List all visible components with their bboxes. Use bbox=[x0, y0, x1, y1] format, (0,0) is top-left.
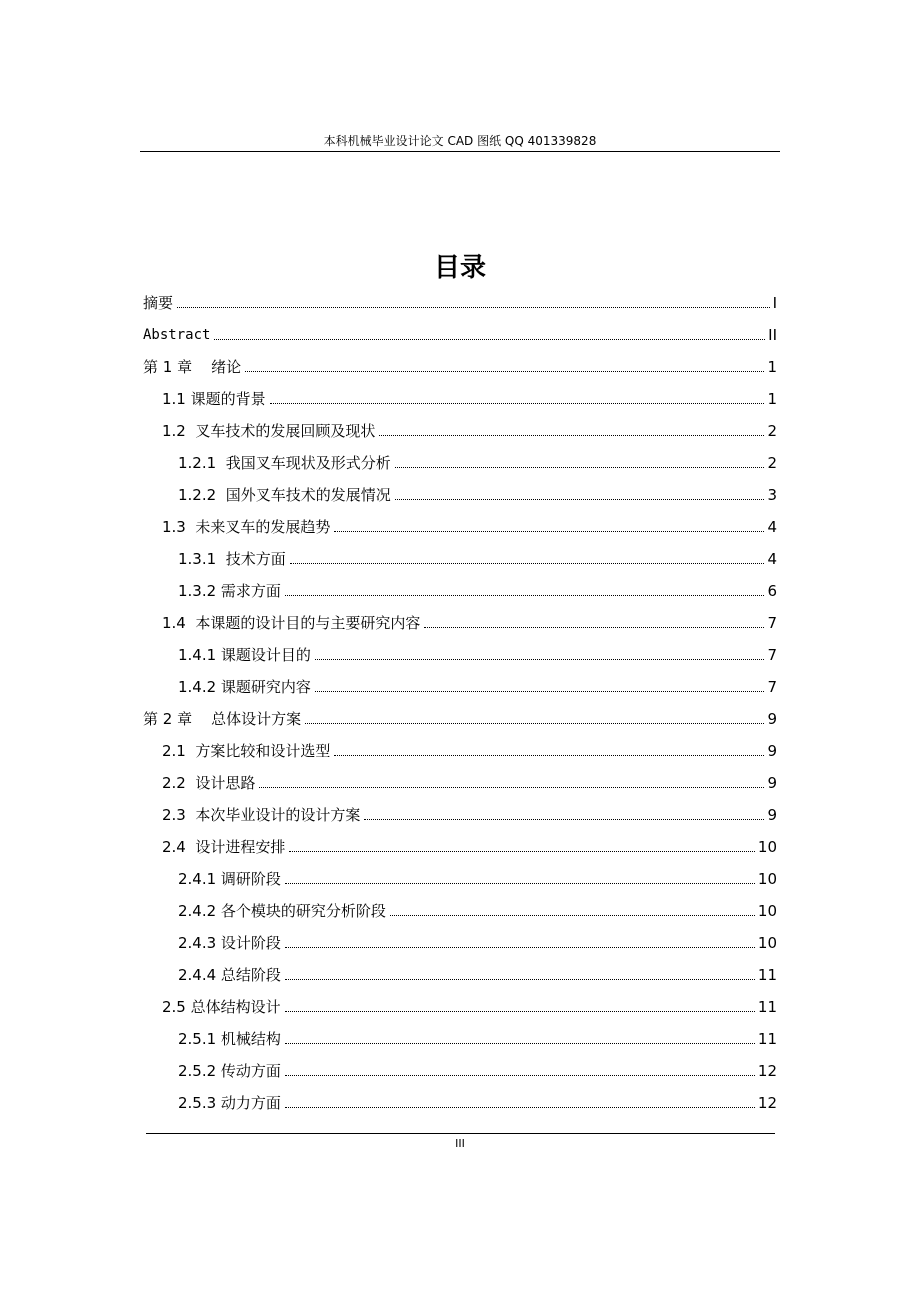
dot-leader bbox=[285, 978, 755, 980]
toc-entry-label: 1.4.2 课题研究内容 bbox=[178, 678, 311, 696]
toc-entry-page: 10 bbox=[757, 902, 777, 920]
toc-entry-page: 7 bbox=[767, 646, 777, 664]
toc-entry-label: 第 2 章 总体设计方案 bbox=[143, 710, 302, 728]
toc-entry-page: 10 bbox=[757, 838, 777, 856]
footer-rule bbox=[146, 1133, 775, 1134]
toc-entry-2-3[interactable] bbox=[162, 799, 777, 825]
dot-leader bbox=[315, 658, 765, 660]
toc-entry-label: 1.2.1 我国叉车现状及形式分析 bbox=[178, 454, 391, 472]
toc-entry-page: 11 bbox=[757, 1030, 777, 1048]
dot-leader bbox=[214, 338, 765, 340]
dot-leader bbox=[289, 850, 755, 852]
toc-entry-label: 1.2.2 国外叉车技术的发展情况 bbox=[178, 486, 391, 504]
toc-entry-page: 11 bbox=[757, 998, 777, 1016]
page-number: III bbox=[455, 1137, 465, 1150]
toc-entry-2-4-4[interactable] bbox=[178, 959, 777, 985]
toc-entry-page: 4 bbox=[767, 550, 777, 568]
toc-entry-2-5-2[interactable] bbox=[178, 1055, 777, 1081]
toc-entry-label: 2.4.3 设计阶段 bbox=[178, 934, 281, 952]
toc-entry-label: 1.4 本课题的设计目的与主要研究内容 bbox=[162, 614, 421, 632]
toc-entry-label: 2.4.1 调研阶段 bbox=[178, 870, 281, 888]
toc-entry-2-5-1[interactable] bbox=[178, 1023, 777, 1049]
toc-entry-page: 11 bbox=[757, 966, 777, 984]
toc-entry-chapter-2[interactable] bbox=[143, 703, 777, 729]
dot-leader bbox=[390, 914, 755, 916]
toc-entry-page: 1 bbox=[767, 358, 777, 376]
dot-leader bbox=[395, 498, 765, 500]
dot-leader bbox=[305, 722, 764, 724]
dot-leader bbox=[379, 434, 764, 436]
dot-leader bbox=[285, 1074, 755, 1076]
toc-entry-2-5[interactable] bbox=[162, 991, 777, 1017]
toc-entry-label: 1.3.1 技术方面 bbox=[178, 550, 286, 568]
dot-leader bbox=[315, 690, 765, 692]
dot-leader bbox=[424, 626, 764, 628]
toc-entry-chapter-1[interactable] bbox=[143, 351, 777, 377]
toc-entry-page: II bbox=[768, 326, 777, 344]
toc-entry-label: 第 1 章 绪论 bbox=[143, 358, 242, 376]
dot-leader bbox=[285, 882, 755, 884]
dot-leader bbox=[270, 402, 765, 404]
toc-entry-1-3[interactable] bbox=[162, 511, 777, 537]
toc-entry-page: 12 bbox=[757, 1062, 777, 1080]
toc-entry-1-4-1[interactable] bbox=[178, 639, 777, 665]
toc-entry-label: 2.4.2 各个模块的研究分析阶段 bbox=[178, 902, 386, 920]
toc-entry-1-2-2[interactable] bbox=[178, 479, 777, 505]
toc-entry-label: 2.2 设计思路 bbox=[162, 774, 256, 792]
dot-leader bbox=[177, 306, 770, 308]
toc-entry-page: 1 bbox=[767, 390, 777, 408]
toc-entry-1-2[interactable] bbox=[162, 415, 777, 441]
toc-entry-page: 4 bbox=[767, 518, 777, 536]
toc-entry-1-3-2[interactable] bbox=[178, 575, 777, 601]
toc-entry-label: 2.4.4 总结阶段 bbox=[178, 966, 281, 984]
toc-entry-page: 9 bbox=[767, 742, 777, 760]
toc-entry-label: 1.4.1 课题设计目的 bbox=[178, 646, 311, 664]
toc-entry-page: 10 bbox=[757, 934, 777, 952]
toc-entry-page: I bbox=[772, 294, 777, 312]
toc-entry-page: 9 bbox=[767, 710, 777, 728]
toc-entry-page: 9 bbox=[767, 774, 777, 792]
toc-entry-label: 2.5.1 机械结构 bbox=[178, 1030, 281, 1048]
toc-entry-2-4-3[interactable] bbox=[178, 927, 777, 953]
toc-entry-1-4-2[interactable] bbox=[178, 671, 777, 697]
toc-entry-label: Abstract bbox=[143, 327, 211, 343]
toc-entry-page: 12 bbox=[757, 1094, 777, 1112]
toc-entry-label: 摘要 bbox=[143, 294, 174, 312]
toc-entry-page: 2 bbox=[767, 422, 777, 440]
page-header: 本科机械毕业设计论文 CAD 图纸 QQ 401339828 bbox=[323, 134, 597, 148]
toc-entry-page: 9 bbox=[767, 806, 777, 824]
toc-entry-label: 1.3 未来叉车的发展趋势 bbox=[162, 518, 331, 536]
toc-entry-label: 1.1 课题的背景 bbox=[162, 390, 266, 408]
dot-leader bbox=[285, 946, 755, 948]
toc-entry-1-2-1[interactable] bbox=[178, 447, 777, 473]
toc-entry-page: 10 bbox=[757, 870, 777, 888]
toc-entry-abstract-en[interactable] bbox=[143, 319, 777, 345]
toc-entry-1-3-1[interactable] bbox=[178, 543, 777, 569]
toc-entry-label: 2.4 设计进程安排 bbox=[162, 838, 286, 856]
dot-leader bbox=[285, 1042, 755, 1044]
toc-entry-1-4[interactable] bbox=[162, 607, 777, 633]
toc-entry-page: 7 bbox=[767, 678, 777, 696]
toc-entry-label: 2.5 总体结构设计 bbox=[162, 998, 281, 1016]
header-rule bbox=[140, 151, 780, 152]
dot-leader bbox=[290, 562, 765, 564]
toc-entry-2-4[interactable] bbox=[162, 831, 777, 857]
toc-entry-2-2[interactable] bbox=[162, 767, 777, 793]
toc-entry-label: 2.5.3 动力方面 bbox=[178, 1094, 281, 1112]
toc-entry-label: 2.1 方案比较和设计选型 bbox=[162, 742, 331, 760]
toc-entry-page: 3 bbox=[767, 486, 777, 504]
dot-leader bbox=[395, 466, 765, 468]
toc-title: 目录 bbox=[433, 253, 486, 283]
toc-entry-label: 2.3 本次毕业设计的设计方案 bbox=[162, 806, 361, 824]
dot-leader bbox=[364, 818, 764, 820]
toc-entry-2-1[interactable] bbox=[162, 735, 777, 761]
toc-entry-1-1[interactable] bbox=[162, 383, 777, 409]
toc-entry-label: 2.5.2 传动方面 bbox=[178, 1062, 281, 1080]
dot-leader bbox=[259, 786, 764, 788]
toc-entry-2-5-3[interactable] bbox=[178, 1087, 777, 1113]
toc-entry-label: 1.3.2 需求方面 bbox=[178, 582, 281, 600]
toc-entry-2-4-2[interactable] bbox=[178, 895, 777, 921]
toc-entry-page: 6 bbox=[767, 582, 777, 600]
dot-leader bbox=[334, 530, 764, 532]
dot-leader bbox=[245, 370, 764, 372]
toc-entry-page: 2 bbox=[767, 454, 777, 472]
dot-leader bbox=[285, 1010, 755, 1012]
dot-leader bbox=[334, 754, 764, 756]
dot-leader bbox=[285, 1106, 755, 1108]
toc-entry-abstract-cn[interactable] bbox=[143, 287, 777, 313]
toc-entry-label: 1.2 叉车技术的发展回顾及现状 bbox=[162, 422, 376, 440]
toc-entry-page: 7 bbox=[767, 614, 777, 632]
dot-leader bbox=[285, 594, 765, 596]
toc-entry-2-4-1[interactable] bbox=[178, 863, 777, 889]
